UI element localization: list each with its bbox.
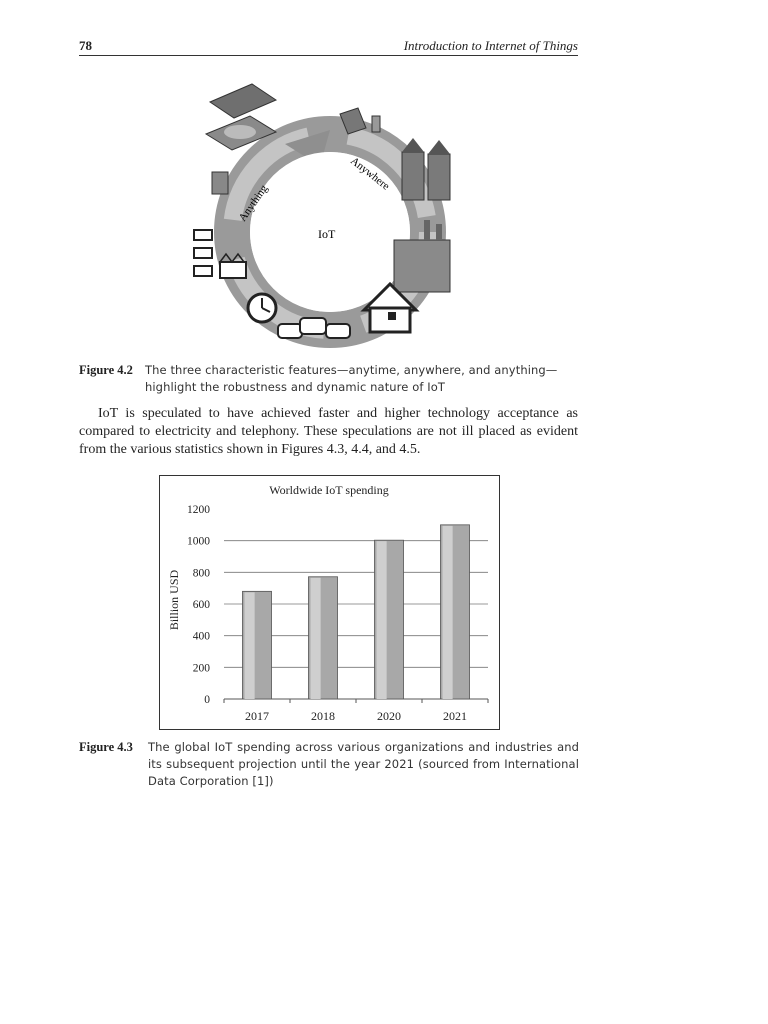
x-tick-label: 2021 bbox=[443, 709, 467, 723]
caption-text: The global IoT spending across various organizations and industries and its subsequent projection until the year 2021 (sourced from International Data Corporation [1]) bbox=[148, 740, 579, 788]
caption-text: The three characteristic features—anytime, anywhere, and anything—highlight the robustness and dynamic nature of IoT bbox=[145, 363, 558, 394]
y-tick-label: 800 bbox=[192, 567, 210, 580]
chart-title: Worldwide IoT spending bbox=[269, 483, 389, 497]
y-tick-label: 0 bbox=[204, 694, 210, 706]
y-tick-label: 1200 bbox=[187, 504, 210, 516]
page-number: 78 bbox=[79, 38, 92, 53]
y-tick-label: 200 bbox=[192, 662, 210, 675]
bar-chart bbox=[160, 476, 499, 729]
y-tick-label: 400 bbox=[192, 630, 210, 643]
bar-highlight bbox=[244, 592, 254, 699]
header-rule bbox=[79, 55, 578, 56]
meter-device-icon bbox=[212, 172, 228, 194]
y-tick-label: 1000 bbox=[187, 535, 210, 548]
figure-label: Figure 4.3 bbox=[79, 740, 133, 754]
figure-4-3-caption bbox=[79, 739, 579, 790]
y-tick-label: 600 bbox=[192, 599, 210, 611]
figure-4-2-caption bbox=[79, 362, 579, 396]
x-tick-label: 2018 bbox=[311, 709, 335, 723]
iot-center-label: IoT bbox=[318, 227, 336, 241]
x-tick-label: 2020 bbox=[377, 709, 401, 723]
chart-frame bbox=[159, 475, 500, 730]
arc-label-anything: Anything bbox=[236, 182, 271, 224]
laptop-icon bbox=[340, 108, 380, 134]
server-stack-icon bbox=[194, 230, 212, 276]
x-tick-label: 2017 bbox=[245, 709, 269, 723]
arc-label-anywhere: Anywhere bbox=[348, 154, 392, 193]
running-title: Introduction to Internet of Things bbox=[403, 38, 578, 53]
clock-icon bbox=[248, 294, 276, 322]
body-paragraph: IoT is speculated to have achieved faster and higher technology acceptance as compared to electricity and telephony. These speculations are not ill placed as evident from the various statistics shown in Figures 4.3, 4.4, and 4.5. bbox=[79, 406, 578, 457]
bar-highlight bbox=[442, 526, 452, 699]
bar-highlight bbox=[310, 578, 320, 699]
iot-features-diagram bbox=[180, 72, 480, 352]
figure-label: Figure 4.2 bbox=[79, 363, 133, 377]
y-axis-label: Billion USD bbox=[167, 569, 181, 631]
bar-highlight bbox=[376, 541, 386, 699]
